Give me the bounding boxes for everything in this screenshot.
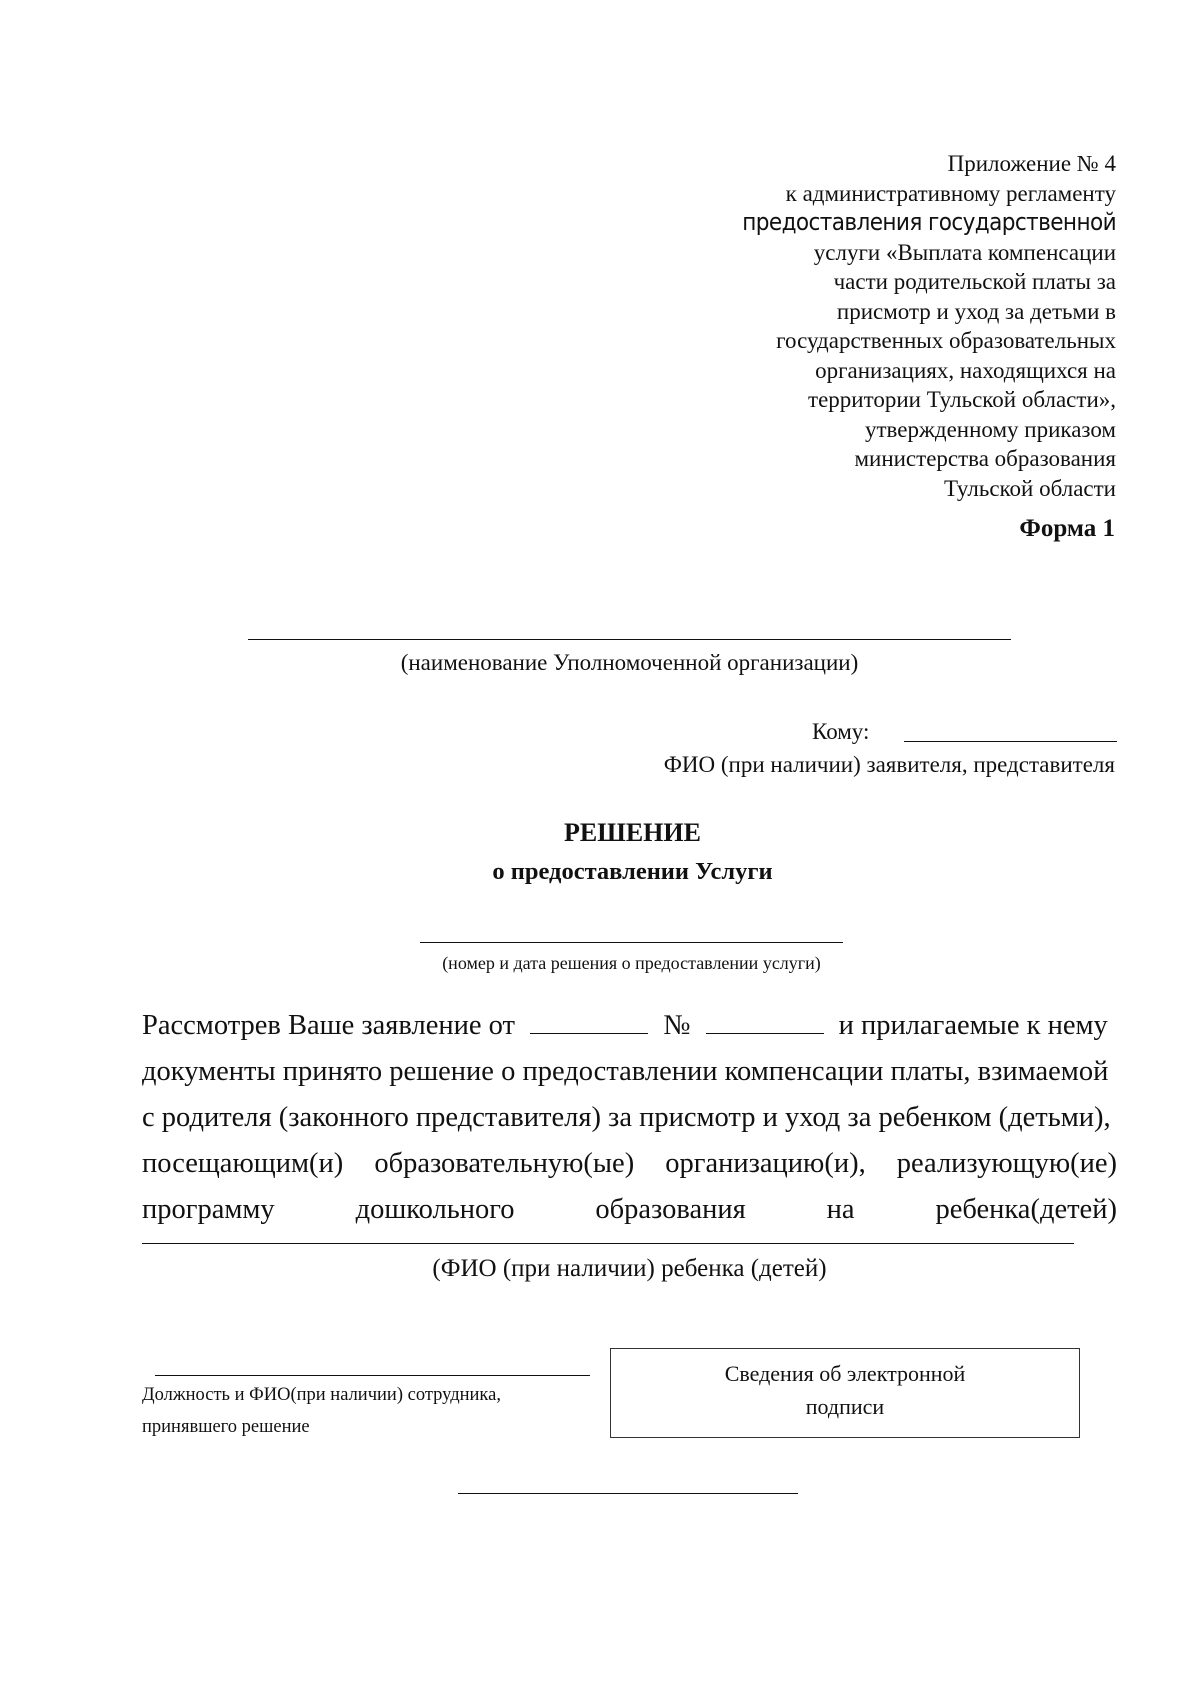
signature-box-line: Сведения об электронной <box>724 1361 966 1386</box>
appendix-line: присмотр и уход за детьми в <box>836 298 1116 324</box>
body-word: образования <box>595 1194 746 1225</box>
body-word: посещающим(и) <box>142 1148 344 1179</box>
appendix-line: к административному регламенту <box>785 180 1116 206</box>
signatory-field[interactable] <box>155 1375 590 1376</box>
child-name-field[interactable] <box>142 1243 1074 1244</box>
signatory-caption-line: Должность и ФИО(при наличии) сотрудника, <box>142 1385 501 1405</box>
application-number-field[interactable] <box>706 1011 824 1034</box>
recipient-label: Кому: <box>812 719 870 744</box>
appendix-line: министерства образования <box>854 446 1116 471</box>
appendix-line: услуги «Выплата компенсации <box>813 239 1116 265</box>
body-line-1 <box>142 1002 1117 1050</box>
appendix-line: Тульской области <box>943 475 1116 501</box>
body-text: Рассмотрев Ваше заявление от <box>142 1010 515 1041</box>
appendix-line: Приложение № 4 <box>947 151 1116 176</box>
number-sign: № <box>663 1010 691 1041</box>
body-word: дошкольного <box>355 1194 515 1225</box>
body-text: и прилагаемые к нему <box>838 1010 1108 1041</box>
signature-box-line: подписи <box>805 1394 885 1419</box>
decision-subtitle: о предоставлении Услуги <box>492 858 773 885</box>
body-word: ребенка(детей) <box>935 1194 1117 1225</box>
application-date-field[interactable] <box>530 1011 648 1034</box>
appendix-line: предоставления государственной <box>742 208 1116 236</box>
appendix-line: части родительской платы за <box>833 269 1116 294</box>
appendix-line: утвержденному приказом <box>865 416 1116 442</box>
signatory-caption-line: принявшего решение <box>142 1417 310 1437</box>
appendix-line: государственных образовательных <box>776 328 1116 353</box>
child-caption: (ФИО (при наличии) ребенка (детей) <box>432 1255 827 1282</box>
appendix-line: территории Тульской области», <box>808 387 1116 412</box>
organization-name-field[interactable] <box>248 639 1011 640</box>
body-line-2: документы принято решение о предоставлении компенсации платы, взимаемой <box>142 1056 1109 1087</box>
body-line-3: с родителя (законного представителя) за присмотр и уход за ребенком (детьми), <box>142 1102 1111 1133</box>
body-word: программу <box>142 1194 275 1225</box>
signatory-caption <box>142 1379 501 1443</box>
organization-caption: (наименование Уполномоченной организации) <box>400 650 859 675</box>
body-word: на <box>826 1194 855 1225</box>
appendix-block <box>596 149 1116 503</box>
recipient-caption: ФИО (при наличии) заявителя, представителя <box>663 752 1115 777</box>
bottom-separator <box>458 1493 798 1494</box>
body-line-4 <box>142 1140 1117 1188</box>
body-line-5 <box>142 1186 1117 1234</box>
decision-title: РЕШЕНИЕ <box>564 818 701 847</box>
recipient-field[interactable] <box>904 741 1117 742</box>
body-word: организацию(и), <box>665 1148 866 1179</box>
form-label: Форма 1 <box>1019 515 1115 542</box>
decision-number-caption: (номер и дата решения о предоставлении услуги) <box>442 953 821 973</box>
electronic-signature-box <box>610 1348 1080 1438</box>
body-word: образовательную(ые) <box>374 1148 635 1179</box>
decision-number-field[interactable] <box>420 942 843 943</box>
appendix-line: организациях, находящихся на <box>815 357 1116 383</box>
body-word: реализующую(ие) <box>896 1148 1117 1179</box>
